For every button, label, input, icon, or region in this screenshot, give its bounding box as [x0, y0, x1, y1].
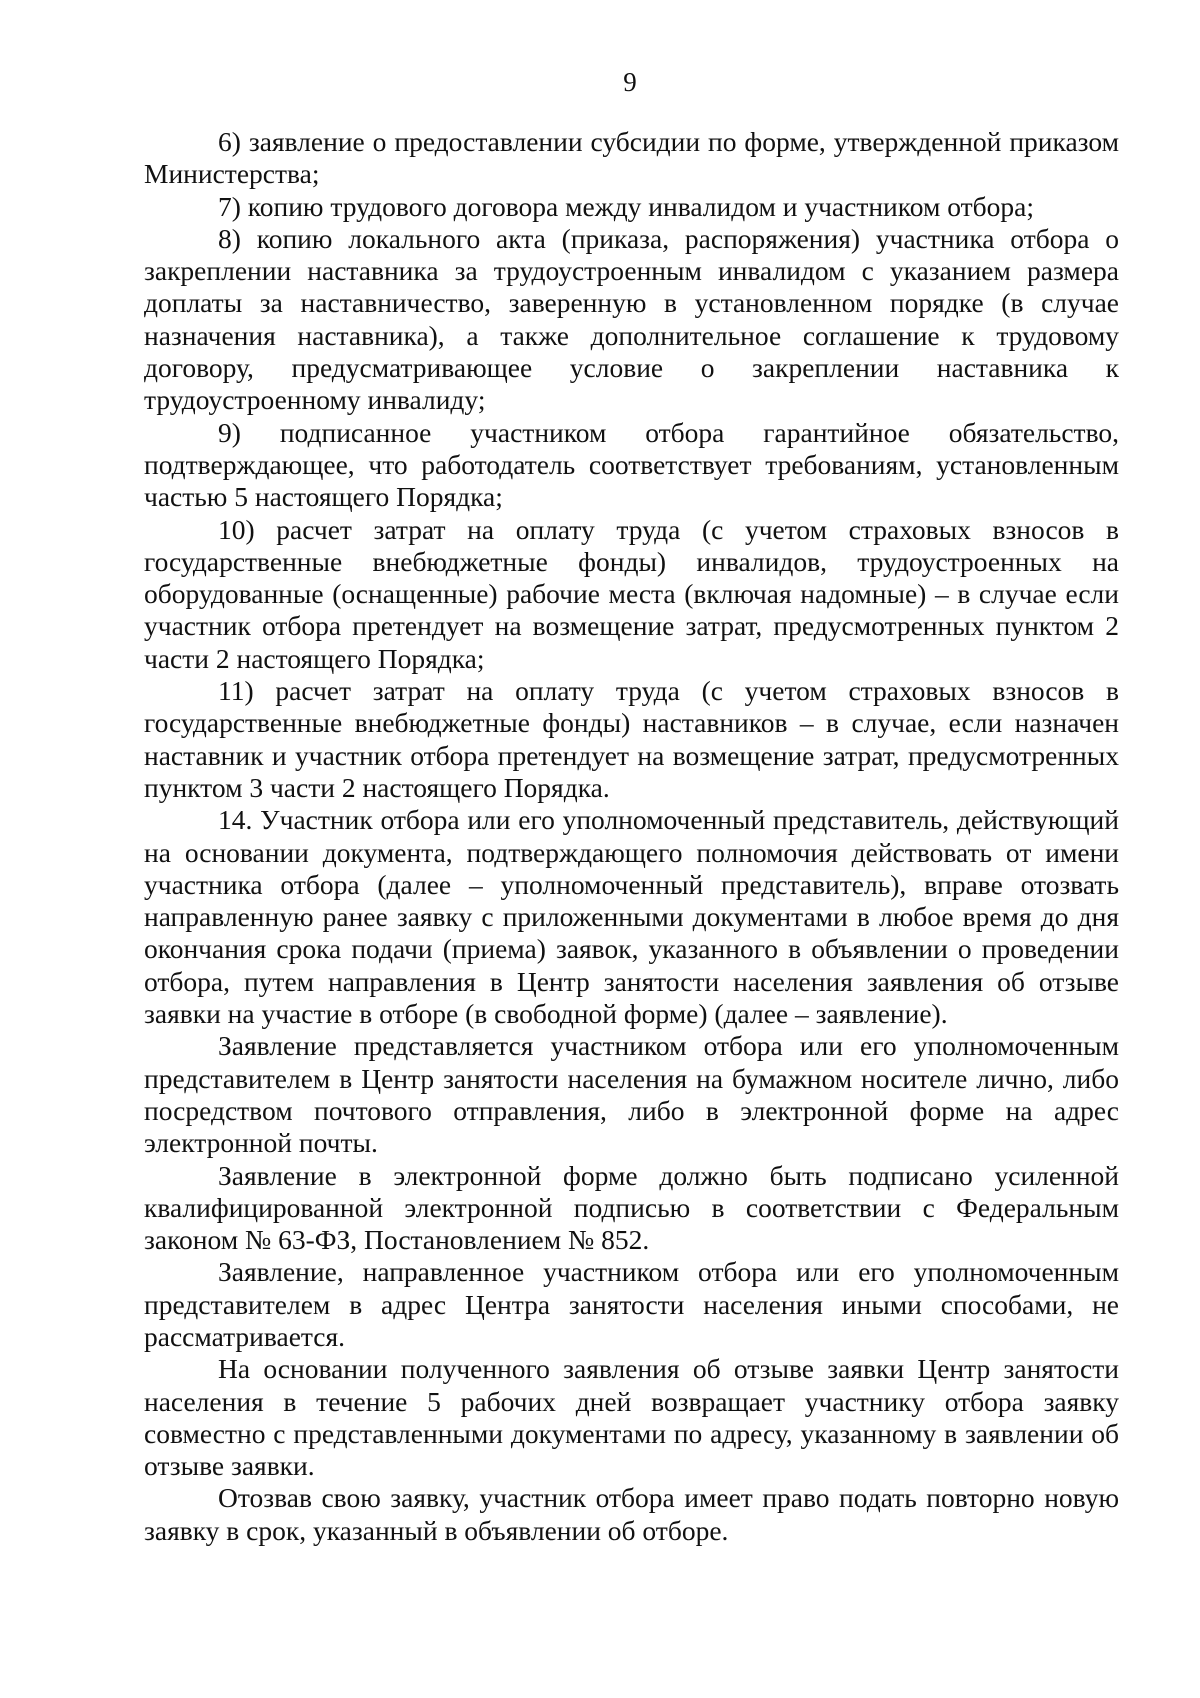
paragraph-submission: Заявление представляется участником отбора или его уполномоченным представителем в Центр занятости населения на бумажном носителе лично, либо посредством почтового отправления, либо в электронной форме на адрес электронной почты. — [144, 1030, 1119, 1159]
paragraph-item-11: 11) расчет затрат на оплату труда (с учетом страховых взносов в государственные внебюджетные фонды) наставников – в случае, если назначен наставник и участник отбора претендует на возмещение затрат, предусмотренных пунктом 3 части 2 настоящего Порядка. — [144, 675, 1119, 803]
paragraph-resubmission: Отозвав свою заявку, участник отбора имеет право подать повторно новую заявку в срок, указанный в объявлении об отборе. — [144, 1482, 1119, 1546]
document-body — [144, 126, 1119, 1547]
page-number: 9 — [623, 67, 637, 97]
paragraph-electronic-signature: Заявление в электронной форме должно быть подписано усиленной квалифицированной электронной подписью в соответствии с Федеральным законом № 63-ФЗ, Постановлением № 852. — [144, 1159, 1119, 1256]
paragraph-section-14: 14. Участник отбора или его уполномоченный представитель, действующий на основании документа, подтверждающего полномочия действовать от имени участника отбора (далее – уполномоченный представитель), вправе отозвать направленную ранее заявку с приложенными документами в любое время до дня окончания срока подачи (приема) заявок, указанного в объявлении о проведении отбора, путем направления в Центр занятости населения заявления об отзыве заявки на участие в отборе (в свободной форме) (далее – заявление). — [144, 804, 1119, 1030]
paragraph-item-9: 9) подписанное участником отбора гарантийное обязательство, подтверждающее, что работодатель соответствует требованиям, установленным частью 5 настоящего Порядка; — [144, 416, 1119, 513]
paragraph-item-7: 7) копию трудового договора между инвалидом и участником отбора; — [218, 190, 1034, 222]
paragraph-item-8: 8) копию локального акта (приказа, распоряжения) участника отбора о закреплении наставника за трудоустроенным инвалидом с указанием размера доплаты за наставничество, заверенную в установленном порядке (в случае назначения наставника), а также дополнительное соглашение к трудовому договору, предусматривающее условие о закреплении наставника к трудоустроенному инвалиду; — [144, 222, 1119, 416]
paragraph-item-6: 6) заявление о предоставлении субсидии по форме, утвержденной приказом Министерства; — [144, 126, 1119, 190]
paragraph-return: На основании полученного заявления об отзыве заявки Центр занятости населения в течение 5 рабочих дней возвращает участнику отбора заявку совместно с представленными документами по адресу, указанному в заявлении об отзыве заявки. — [144, 1353, 1119, 1482]
paragraph-item-10: 10) расчет затрат на оплату труда (с учетом страховых взносов в государственные внебюджетные фонды) инвалидов, трудоустроенных на оборудованные (оснащенные) рабочие места (включая надомные) – в случае если участник отбора претендует на возмещение затрат, предусмотренных пунктом 2 части 2 настоящего Порядка; — [144, 513, 1119, 674]
paragraph-other-methods: Заявление, направленное участником отбора или его уполномоченным представителем в адрес Центра занятости населения иными способами, не рассматривается. — [144, 1256, 1119, 1352]
